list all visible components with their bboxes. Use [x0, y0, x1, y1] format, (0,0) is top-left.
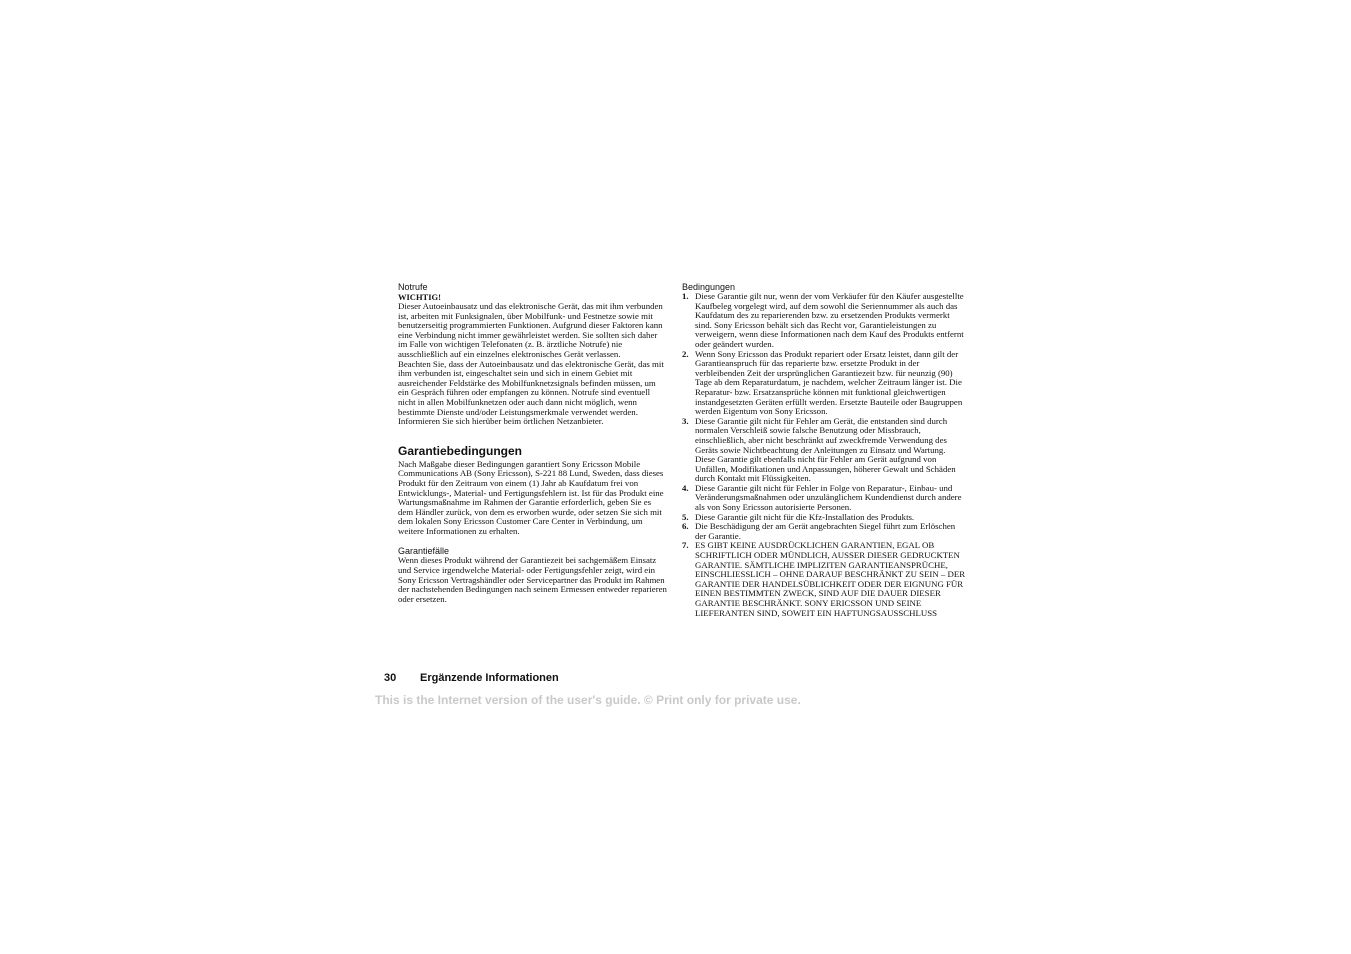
list-item — [682, 484, 967, 513]
list-item-text: Die Beschädigung der am Gerät angebrachten Siegel führt zum Erlöschen der Garantie. — [695, 521, 956, 541]
list-item-text: Diese Garantie gilt nicht für Fehler am Gerät, die entstanden sind durch normalen Verschleiß sowie falsche Benutzung oder Missbrauch, einschließlich, aber nicht beschränkt auf zweckfremde Verwendung des Geräts sowie Nichtbeachtung der Anleitungen zu Einsatz und Wartung. Diese Garantie gilt ebenfalls nicht für Fehler am Gerät aufgrund von Unfällen, Modifikationen und Anpassungen, höherer Gewalt und Schäden durch Kontakt mit Flüssigkeiten. — [695, 415, 956, 484]
list-item-text: ES GIBT KEINE AUSDRÜCKLICHEN GARANTIEN, EGAL OB SCHRIFTLICH ODER MÜNDLICH, AUSSER DIESER GEDRUCKTEN GARANTIE. SÄMTLICHE IMPLIZITEN GARANTIEANSPRÜCHE, EINSCHLIESSLICH – OHNE DARAUF BESCHRÄNKT ZU SEIN – DER GARANTIE DER HANDELSÜBLICHKEIT ODER DER EIGNUNG FÜR EINEN BESTIMMTEN ZWECK, SIND AUF DIE DAUER DIESER GARANTIE BESCHRÄNKT. SONY ERICSSON UND SEINE LIEFERANTEN SIND, SOWEIT EIN HAFTUNGSAUSSCHLUSS — [695, 540, 966, 618]
list-item-number: 5. — [682, 511, 689, 522]
list-item — [682, 417, 967, 484]
left-column — [398, 282, 668, 604]
conditions-list — [682, 292, 967, 618]
list-item — [682, 292, 967, 350]
list-item-text: Diese Garantie gilt nicht für die Kfz-Installation des Produkts. — [695, 511, 915, 522]
list-item-number: 6. — [682, 521, 689, 532]
bedingungen-heading: Bedingungen — [682, 282, 736, 292]
right-column — [682, 282, 967, 618]
garantiefaelle-text: Wenn dieses Produkt während der Garantiezeit bei sachgemäßem Einsatz und Service irgendwelche Material- oder Fertigungsfehler zeigt, wird ein Sony Ericsson Vertragshändler oder Servicepartner das Produkt im Rahmen der nachstehenden Bedingungen nach seinem Ermessen entweder reparieren oder ersetzen. — [398, 555, 667, 604]
page-number: 30 — [384, 672, 397, 684]
list-item — [682, 350, 967, 417]
list-item-number: 3. — [682, 415, 689, 426]
list-item-number: 2. — [682, 348, 689, 359]
garantiebedingungen-title: Garantiebedingungen — [398, 443, 523, 458]
list-item-text: Diese Garantie gilt nicht für Fehler in Folge von Reparatur-, Einbau- und Veränderungsmaßnahmen oder unzulänglichem Kundendienst durch andere als von Sony Ericsson autorisierte Personen. — [695, 482, 962, 513]
footer-section-title: Ergänzende Informationen — [420, 672, 559, 684]
notrufe-heading: Notrufe — [398, 282, 428, 292]
list-item — [682, 541, 967, 618]
notrufe-paragraph-1: Dieser Autoeinbausatz und das elektronische Gerät, das mit ihm verbunden ist, arbeiten mit Funksignalen, über Mobilfunk- und Festnetze sowie mit benutzerseitig programmierten Funktionen. Aufgrund dieser Faktoren kann eine Verbindung nicht immer gewährleistet werden. Sie sollten sich daher im Falle von wichtigen Telefonaten (z. B. ärztliche Notrufe) nie ausschließlich auf ein einzelnes elektronisches Gerät verlassen. — [398, 301, 663, 359]
list-item-text: Diese Garantie gilt nur, wenn der vom Verkäufer für den Käufer ausgestellte Kaufbeleg vorgelegt wird, auf dem sowohl die Seriennummer als auch das Kaufdatum des zu reparierenden bzw. zu ersetzenden Produkts vermerkt sind. Sony Ericsson behält sich das Recht vor, Garantieleistungen zu verweigern, wenn diese Informationen nach dem Kauf des Produkts entfernt oder geändert wurden. — [695, 291, 964, 349]
garantiefaelle-heading: Garantiefälle — [398, 546, 450, 557]
list-item-number: 7. — [682, 540, 689, 551]
list-item-number: 1. — [682, 291, 689, 301]
watermark-notice: This is the Internet version of the user's guide. © Print only for private use. — [375, 693, 801, 707]
list-item-number: 4. — [682, 482, 689, 493]
notrufe-paragraph-2: Beachten Sie, dass der Autoeinbausatz und das elektronische Gerät, das mit ihm verbunden ist, eingeschaltet sein und sich in einem Gebiet mit ausreichender Feldstärke des Mobilfunknetzsignals befinden müssen, um ein Gespräch führen oder empfangen zu können. Notrufe sind eventuell nicht in allen Mobilfunknetzen oder auch dann nicht möglich, wenn bestimmte Dienste und/oder Leistungsmerkmale verwendet werden. Informieren Sie sich hierüber beim örtlichen Netzanbieter. — [398, 358, 664, 427]
list-item — [682, 522, 967, 541]
page-footer — [384, 672, 559, 685]
garantiebedingungen-text: Nach Maßgabe dieser Bedingungen garantiert Sony Ericsson Mobile Communications AB (Sony Ericsson), S-221 88 Lund, Sweden, dass dieses Produkt für den Zeitraum von einem (1) Jahr ab Kaufdatum frei von Entwicklungs-, Material- und Fertigungsfehlern ist. Ist für das Produkt eine Wartungsmaßnahme im Rahmen der Garantie erforderlich, geben Sie es dem Händler zurück, von dem es erworben wurde, oder setzen Sie sich mit dem lokalen Sony Ericsson Customer Care Center in Verbindung, um weitere Informationen zu erhalten. — [398, 458, 664, 536]
list-item-text: Wenn Sony Ericsson das Produkt repariert oder Ersatz leistet, dann gilt der Garantieanspruch für das reparierte bzw. ersetzte Produkt in der verbleibenden Zeit der ursprünglichen Garantiezeit bzw. für neunzig (90) Tage ab dem Reparaturdatum, je nachdem, welcher Zeitraum länger ist. Die Reparatur- bzw. Ersatzansprüche können mit funktional gleichwertigen instandgesetzten Geräten erfüllt werden. Ersetzte Bauteile oder Baugruppen werden Eigentum von Sony Ericsson. — [695, 348, 963, 417]
wichtig-label: WICHTIG! — [398, 292, 441, 302]
